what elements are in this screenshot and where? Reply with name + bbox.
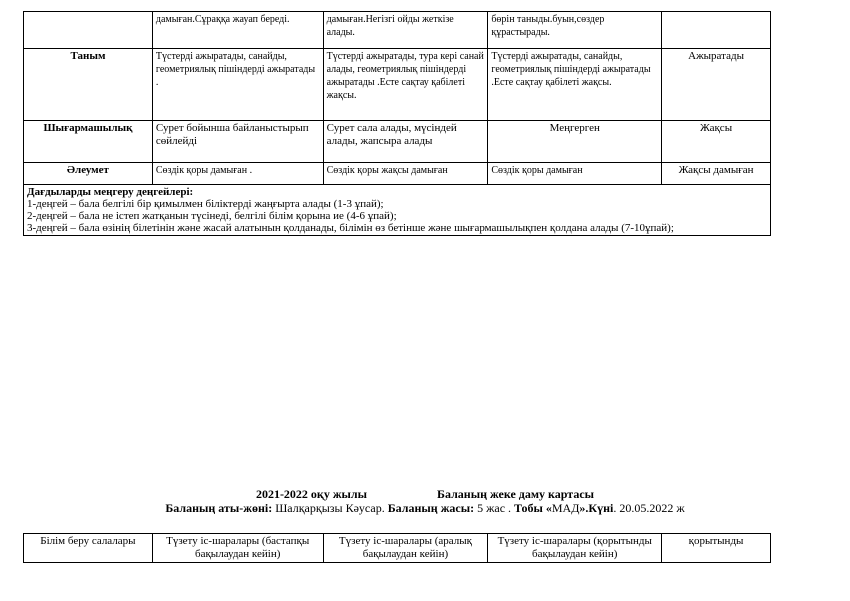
interim-cell: Түстерді ажыратады, тура кері санай алады, геометриялық пішіндерді ажыратады .Есте сақтау қабілеті жақсы. (323, 49, 488, 121)
header-cell: Білім беру салалары (24, 534, 153, 563)
result-cell: Ажыратады (662, 49, 771, 121)
table-header-row (24, 534, 771, 563)
development-card-header-table (23, 533, 771, 563)
table-row (24, 12, 771, 49)
table-row (24, 121, 771, 163)
header-cell: қорытынды (662, 534, 771, 563)
date-label: Күні (588, 501, 614, 515)
group-close: ». (579, 501, 589, 515)
level-item: 3-деңгей – бала өзінің білетінін және жасай алатынын қолданады, білімін өз бетінше және шығармашылықпен қолдана алады (7-10ұпай); (27, 222, 674, 234)
header-cell: Түзету іс-шаралары (қорытынды бақылаудан кейін) (488, 534, 662, 563)
final-cell: Түстерді ажыратады, санайды, геометриялық пішіндерді ажыратады .Есте сақтау қабілеті жақсы. (488, 49, 662, 121)
category-cell: Шығармашылық (24, 121, 153, 163)
final-cell: Сөздік қоры дамыған (488, 163, 662, 185)
age-value: 5 жас . (474, 501, 512, 515)
group-value: МАД (551, 501, 580, 515)
school-year: 2021-2022 оқу жылы (255, 487, 368, 501)
table-row (24, 49, 771, 121)
name-value: Шалқарқызы Кәусар. (272, 501, 385, 515)
levels-cell (24, 185, 771, 236)
initial-cell: Сөздік қоры дамыған . (152, 163, 323, 185)
result-cell: Жақсы (662, 121, 771, 163)
category-cell: Әлеумет (24, 163, 153, 185)
child-info (0, 501, 850, 516)
interim-cell: Сөздік қоры жақсы дамыған (323, 163, 488, 185)
result-cell: Жақсы дамыған (662, 163, 771, 185)
name-label: Баланың аты-жөні: (165, 501, 273, 515)
table-row (24, 163, 771, 185)
development-card-table-continued (23, 11, 771, 236)
interim-cell: Сурет сала алады, мүсіндей алады, жапсыра алады (323, 121, 488, 163)
group-label: Тобы « (511, 501, 552, 515)
card-heading (0, 487, 850, 502)
level-item: 1-деңгей – бала белгілі бір қимылмен біліктерді жаңғырта алады (1-3 ұпай); (27, 198, 384, 210)
age-label: Баланың жасы: (384, 501, 475, 515)
header-cell: Түзету іс-шаралары (аралық бақылаудан кейін) (323, 534, 488, 563)
levels-row (24, 185, 771, 236)
table-cell (24, 12, 153, 49)
level-item: 2-деңгей – бала не істеп жатқанын түсінеді, белгілі білім қорына ие (4-6 ұпай); (27, 210, 397, 222)
final-cell: Меңгерген (488, 121, 662, 163)
initial-cell: Түстерді ажыратады, санайды, геометриялық пішіндерді ажыратады . (152, 49, 323, 121)
card-title: Баланың жеке даму картасы (437, 487, 595, 501)
table-cell (662, 12, 771, 49)
levels-title: Дағдыларды меңгеру деңгейлері: (27, 186, 194, 198)
header-cell: Түзету іс-шаралары (бастапқы бақылаудан кейін) (152, 534, 323, 563)
table-cell: дамыған.Сұраққа жауап береді. (152, 12, 323, 49)
category-cell: Таным (24, 49, 153, 121)
table-cell: дамыған.Негізгі ойды жеткізе алады. (323, 12, 488, 49)
date-value: . 20.05.2022 ж (613, 501, 685, 515)
initial-cell: Сурет бойынша байланыстырып сөйлейді (152, 121, 323, 163)
table-cell: бөрін таныды.буын,сөздер құрастырады. (488, 12, 662, 49)
